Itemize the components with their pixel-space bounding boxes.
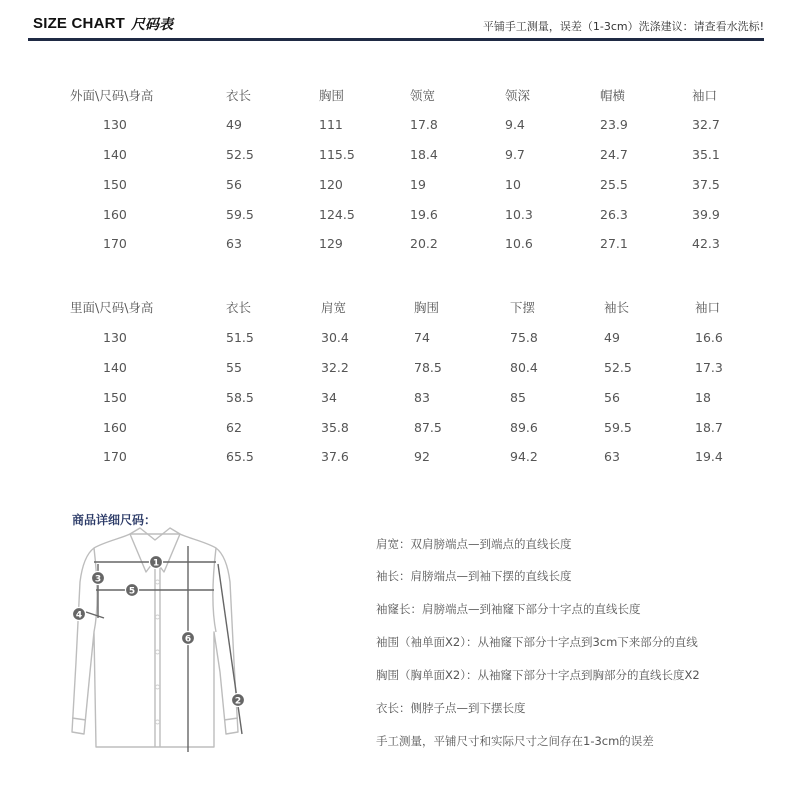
table-cell: 24.7 [600,147,628,162]
measurement-marker-4 [73,608,86,621]
table-row [0,177,790,195]
measurement-note-line: 袖窿长：肩膀端点—到袖窿下部分十字点的直线长度 [376,602,641,616]
table-cell: 83 [414,390,430,405]
table-cell: 27.1 [600,236,628,251]
table-row [0,236,790,254]
table-cell: 92 [414,449,430,464]
table-cell: 55 [226,360,242,375]
table-cell: 52.5 [226,147,254,162]
table-row [0,330,790,348]
table-cell: 49 [226,117,242,132]
svg-text:1: 1 [152,558,160,569]
svg-text:6: 6 [184,634,192,645]
table-cell: 35.1 [692,147,720,162]
table-header-cell: 袖口 [692,88,718,103]
table-cell: 30.4 [321,330,349,345]
table-header-cell: 袖长 [604,300,630,315]
measurement-note-line: 袖围（袖单面X2）：从袖窿下部分十字点到3cm下来部分的直线 [376,635,698,649]
table-cell: 130 [103,117,127,132]
table-cell: 65.5 [226,449,254,464]
measurement-marker-2 [232,694,245,707]
table-cell: 51.5 [226,330,254,345]
table-cell: 80.4 [510,360,538,375]
chart-title-cn: 尺码表 [131,17,173,33]
table-cell: 10.3 [505,207,533,222]
table-cell: 150 [103,390,127,405]
table-cell: 62 [226,420,242,435]
shirt-measurement-diagram [64,522,264,792]
table-cell: 42.3 [692,236,720,251]
table-cell: 10 [505,177,521,192]
table-header-cell: 衣长 [226,88,252,103]
table-cell: 75.8 [510,330,538,345]
chart-title-en: SIZE CHART [33,15,125,32]
table-cell: 18.7 [695,420,723,435]
table-cell: 18 [695,390,711,405]
table-cell: 10.6 [505,236,533,251]
table-cell: 85 [510,390,526,405]
table-header-cell: 袖口 [695,300,721,315]
table-cell: 74 [414,330,430,345]
table-cell: 26.3 [600,207,628,222]
table-row [0,449,790,467]
details-title: 商品详细尺码： [72,513,157,527]
table-cell: 19.4 [695,449,723,464]
measurement-note-line: 肩宽：双肩膀端点—到端点的直线长度 [376,537,572,551]
table-cell: 129 [319,236,343,251]
table-cell: 160 [103,420,127,435]
table-cell: 124.5 [319,207,355,222]
svg-text:5: 5 [128,586,136,597]
table-cell: 115.5 [319,147,355,162]
table-cell: 111 [319,117,343,132]
table-header-cell: 外面\尺码\身高 [70,88,154,103]
table-cell: 150 [103,177,127,192]
measurement-marker-5 [126,584,139,597]
table-row [0,390,790,408]
table-cell: 18.4 [410,147,438,162]
table-cell: 34 [321,390,337,405]
table-header-cell: 下摆 [510,300,536,315]
table-cell: 160 [103,207,127,222]
table-cell: 58.5 [226,390,254,405]
table-cell: 9.7 [505,147,525,162]
table-row [0,360,790,378]
table-header-cell: 衣长 [226,300,252,315]
svg-text:2: 2 [234,696,242,707]
table-cell: 17.3 [695,360,723,375]
table-cell: 56 [226,177,242,192]
table-header-cell: 里面\尺码\身高 [70,300,154,315]
table-cell: 63 [604,449,620,464]
header [0,0,790,44]
table-cell: 35.8 [321,420,349,435]
table-header-row [0,298,790,316]
table-cell: 59.5 [226,207,254,222]
table-cell: 87.5 [414,420,442,435]
svg-text:3: 3 [94,574,102,585]
table-cell: 170 [103,236,127,251]
table-header-cell: 肩宽 [321,300,347,315]
measurement-note-line: 胸围（胸单面X2）：从袖窿下部分十字点到胸部分的直线长度X2 [376,668,700,682]
table-cell: 37.6 [321,449,349,464]
table-row [0,420,790,438]
table-header-cell: 领宽 [410,88,436,103]
measurement-note: 平铺手工测量，误差（1-3cm）洗涤建议：请查看水洗标! [482,20,764,33]
table-cell: 59.5 [604,420,632,435]
table-cell: 120 [319,177,343,192]
table-cell: 52.5 [604,360,632,375]
measurement-marker-6 [182,632,195,645]
table-cell: 19.6 [410,207,438,222]
measurement-marker-1 [150,556,163,569]
table-cell: 19 [410,177,426,192]
table-cell: 56 [604,390,620,405]
measurement-lines [86,546,242,752]
measurement-note-line: 袖长：肩膀端点—到袖下摆的直线长度 [376,569,572,583]
table-cell: 23.9 [600,117,628,132]
table-cell: 130 [103,330,127,345]
measurement-markers [73,556,245,707]
table-cell: 94.2 [510,449,538,464]
table-header-cell: 胸围 [414,300,440,315]
shirt-buttons [156,580,160,724]
measurement-note-line: 衣长：侧脖子点—到下摆长度 [376,701,526,715]
table-cell: 20.2 [410,236,438,251]
measurement-marker-3 [92,572,105,585]
table-row [0,117,790,135]
svg-text:4: 4 [75,610,83,621]
table-header-row [0,86,790,104]
header-divider [28,38,764,41]
table-cell: 32.2 [321,360,349,375]
measurement-note-line: 手工测量，平铺尺寸和实际尺寸之间存在1-3cm的误差 [376,734,654,748]
table-cell: 140 [103,147,127,162]
table-cell: 17.8 [410,117,438,132]
table-cell: 78.5 [414,360,442,375]
table-cell: 9.4 [505,117,525,132]
table-cell: 63 [226,236,242,251]
table-row [0,147,790,165]
table-cell: 140 [103,360,127,375]
table-header-cell: 帽横 [600,88,626,103]
table-cell: 16.6 [695,330,723,345]
table-cell: 37.5 [692,177,720,192]
table-header-cell: 领深 [505,88,531,103]
table-cell: 49 [604,330,620,345]
table-header-cell: 胸围 [319,88,345,103]
table-cell: 89.6 [510,420,538,435]
table-cell: 25.5 [600,177,628,192]
table-row [0,207,790,225]
table-cell: 39.9 [692,207,720,222]
table-cell: 32.7 [692,117,720,132]
table-cell: 170 [103,449,127,464]
